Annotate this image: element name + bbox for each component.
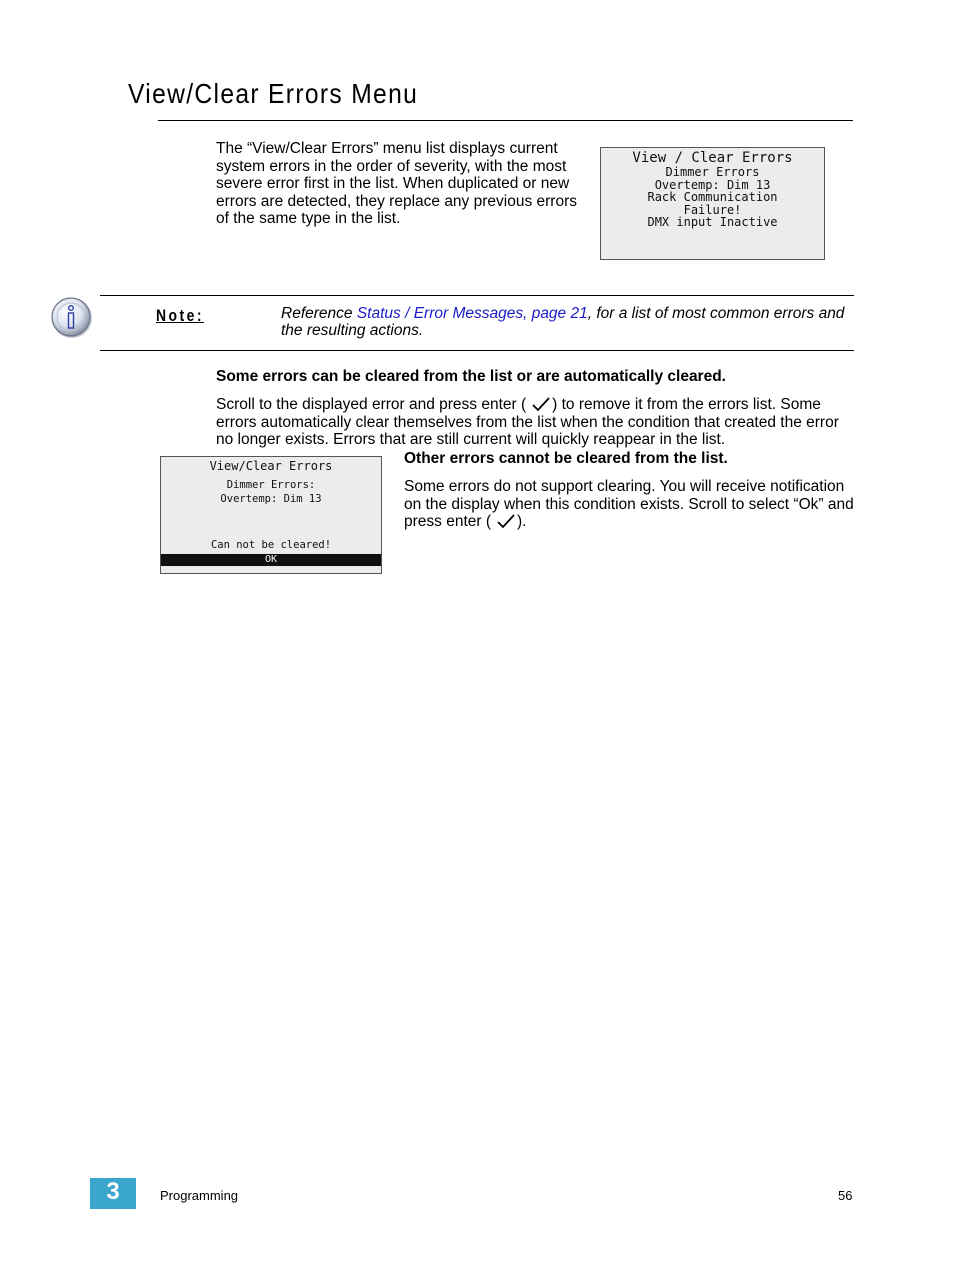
lcd-line: DMX input Inactive xyxy=(647,215,778,229)
some-text-pre: Some errors do not support clearing. You will receive notification on the display when this condition exists. Scroll to select “Ok” and press enter ( xyxy=(404,478,854,531)
lcd-cannot-clear xyxy=(160,456,382,574)
note-prefix: Reference xyxy=(281,305,357,322)
checkmark-icon xyxy=(532,397,550,412)
chapter-badge: 3 xyxy=(90,1178,136,1209)
lcd-title: View/Clear Errors xyxy=(209,459,333,473)
note-label: Note: xyxy=(156,306,204,325)
lcd-line: Dimmer Errors xyxy=(665,165,760,179)
status-error-messages-link[interactable]: Status / Error Messages, page 21 xyxy=(356,305,588,322)
footer-section: Programming xyxy=(160,1188,239,1203)
lcd-line: Rack Communication xyxy=(647,190,778,204)
note-text xyxy=(281,306,856,339)
cannot-clear-heading: Other errors cannot be cleared from the list. xyxy=(404,450,728,467)
scroll-text-pre: Scroll to the displayed error and press enter ( xyxy=(216,396,527,413)
auto-cleared-heading: Some errors can be cleared from the list or are automatically cleared. xyxy=(216,368,726,385)
lcd-line: Overtemp: Dim 13 xyxy=(220,493,322,505)
title-divider xyxy=(158,120,853,121)
page-title: View/Clear Errors Menu xyxy=(128,78,419,109)
lcd-line: Overtemp: Dim 13 xyxy=(654,177,771,192)
note-suffix: , for a list of most common errors and the resulting actions. xyxy=(281,305,845,339)
cannot-clear-paragraph xyxy=(404,478,854,531)
note-top-divider xyxy=(100,295,854,296)
scroll-paragraph xyxy=(216,396,856,449)
scroll-text-post: ) to remove it from the errors list. Some errors automatically clear themselves from the list when the condition that created the error no longer exists. Errors that are still current will quickly reappear in the list. xyxy=(216,396,839,449)
some-text-post: ). xyxy=(517,513,527,531)
lcd-cannot-message: Can not be cleared! xyxy=(210,539,332,551)
note-bottom-divider xyxy=(100,350,854,351)
info-icon xyxy=(50,296,96,342)
lcd-line: Dimmer Errors: xyxy=(226,479,316,491)
lcd-line: Failure! xyxy=(683,202,742,217)
lcd-ok-button: OK xyxy=(161,554,381,566)
lcd-title: View / Clear Errors xyxy=(632,150,793,166)
checkmark-icon xyxy=(497,514,515,529)
page-number: 56 xyxy=(838,1188,853,1203)
intro-paragraph: The “View/Clear Errors” menu list displays current system errors in the order of severity, with the most severe error first in the list. When duplicated or new errors are detected, they replace any previous errors of the same type in the list. xyxy=(216,140,577,228)
lcd-view-clear-errors xyxy=(600,147,825,260)
